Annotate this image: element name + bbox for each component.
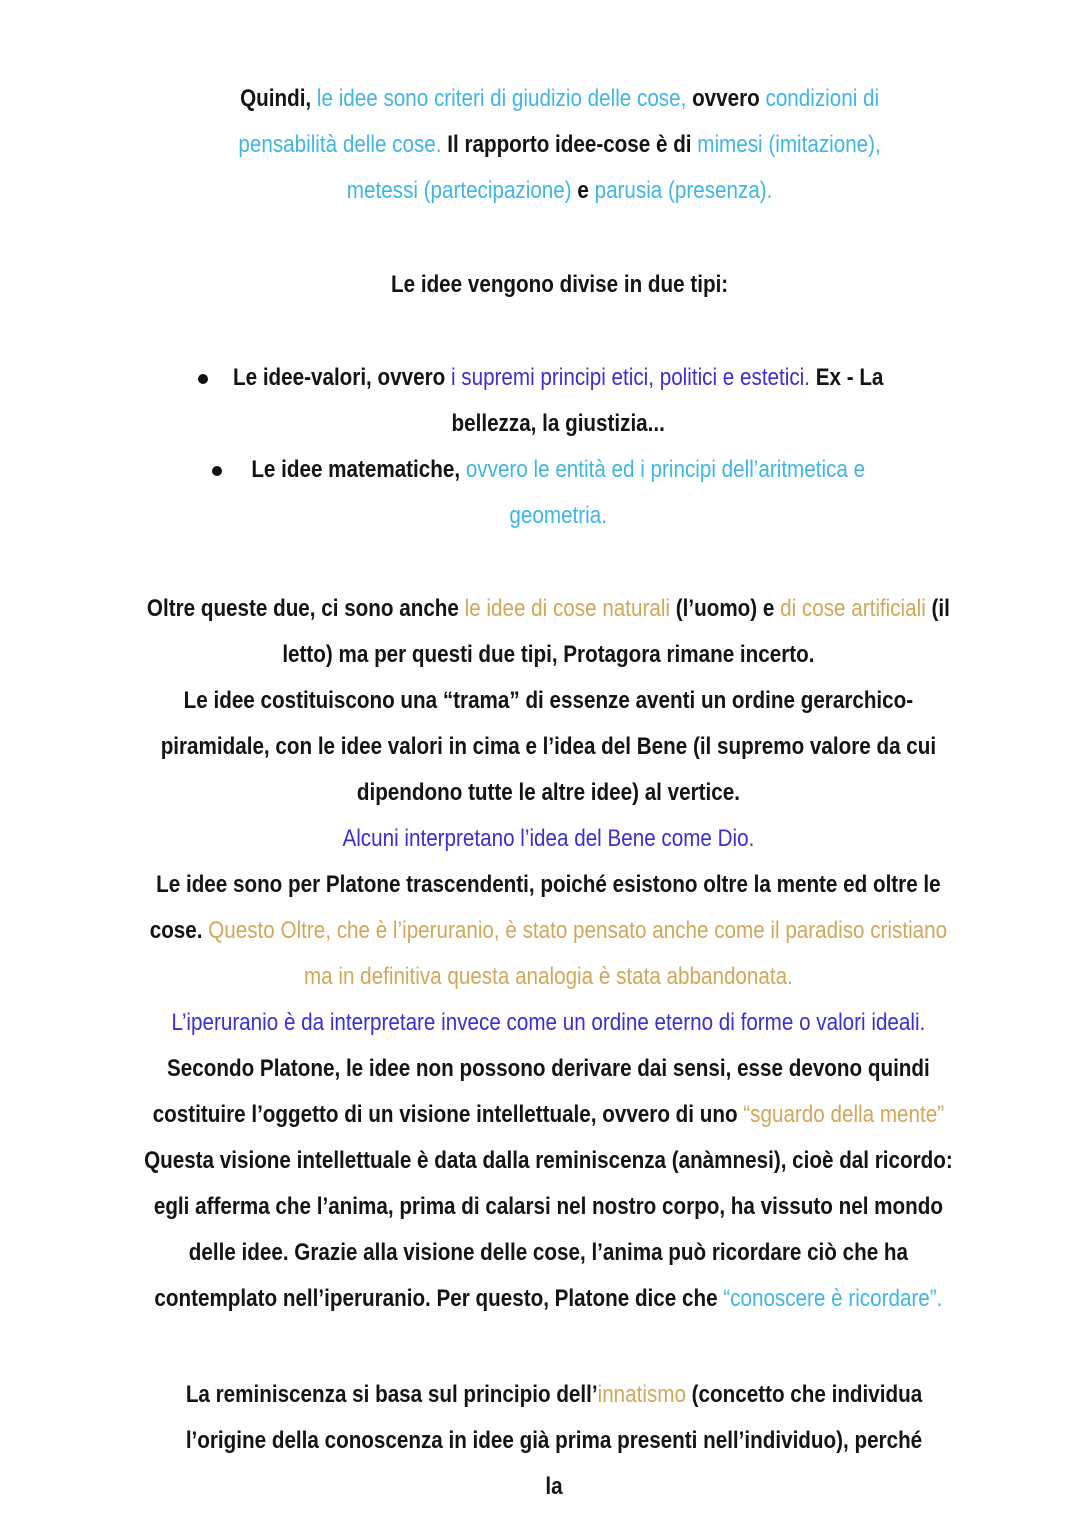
highlight-cyan: condizioni di pensabilità delle cose. <box>238 85 880 158</box>
highlight-cyan: le idee sono criteri di giudizio delle cose, <box>316 85 687 112</box>
highlight-gold: “sguardo della mente” <box>743 1101 945 1128</box>
text-span: Quindi, <box>240 85 317 112</box>
paragraph-two-types <box>0 262 1080 308</box>
highlight-cyan: mimesi (imitazione), <box>697 131 881 158</box>
text-span: Il rapporto idee-cose è di <box>441 131 698 158</box>
highlight-indigo: L’iperuranio è da interpretare invece come un ordine eterno di forme o valori ideali. <box>171 1009 926 1036</box>
text-span: (l’uomo) e <box>670 595 781 622</box>
paragraph-reminiscence <box>0 1372 1080 1510</box>
text-span: Questa visione intellettuale è data dalla reminiscenza (anàmnesi), cioè dal ricordo: egli afferma che l’anima, prima di calarsi nel nostro corpo, ha vissuto nel mondo delle idee. Grazie alla visione delle cose, l’anima può ricordare ciò che ha contemplato nell’iperuranio. Per questo, Platone dice che <box>144 1147 953 1312</box>
highlight-gold: innatismo <box>597 1381 686 1408</box>
text-span: (concetto che individua l’origine della conoscenza in idee già prima presenti nell’individuo), perché la <box>185 1381 923 1500</box>
list-item <box>0 355 1080 447</box>
paragraph-ideas-criteria <box>0 76 1080 214</box>
highlight-gold: di cose artificiali <box>780 595 926 622</box>
text-span: Secondo Platone, le idee non possono derivare dai sensi, esse devono quindi costituire l’oggetto di un visione intellettuale, ovvero di uno <box>152 1055 930 1128</box>
highlight-gold: Questo Oltre, che è l’iperuranio, è stato pensato anche come il paradiso cristiano ma in definitiva questa analogia è stata abbandonata. <box>208 917 948 990</box>
paragraph-main-body <box>0 586 1080 1322</box>
highlight-indigo: i supremi principi etici, politici e estetici. <box>450 364 810 391</box>
highlight-gold: le idee di cose naturali <box>464 595 671 622</box>
text-span: e <box>571 177 595 204</box>
highlight-cyan: metessi (partecipazione) <box>346 177 572 204</box>
text-span: Le idee matematiche, <box>251 456 466 483</box>
text-span: ovvero <box>686 85 766 112</box>
highlight-indigo: Alcuni interpretano l’idea del Bene come Dio. <box>342 825 755 852</box>
highlight-cyan: parusia (presenza). <box>594 177 773 204</box>
text-span: Le idee sono per Platone trascendenti, poiché esistono oltre la mente ed oltre le cose. <box>149 871 941 944</box>
highlight-cyan: ovvero le entità ed i principi dell’aritmetica e geometria. <box>465 456 866 529</box>
text-span: (il letto) ma per questi due tipi, Protagora rimane incerto. <box>282 595 950 668</box>
text-span: La reminiscenza si basa sul principio dell’ <box>185 1381 598 1408</box>
text-span: Le idee vengono divise in due tipi: <box>391 271 729 298</box>
text-span: Ex - La bellezza, la giustizia... <box>451 364 884 437</box>
text-span: Le idee costituiscono una “trama” di essenze aventi un ordine gerarchico-piramidale, con le idee valori in cima e l’idea del Bene (il supremo valore da cui dipendono tutte le altre idee) al vertice. <box>160 687 937 806</box>
highlight-cyan: “conoscere è ricordare”. <box>723 1285 943 1312</box>
text-span: Le idee-valori, ovvero <box>232 364 451 391</box>
list-item <box>0 447 1080 539</box>
text-span: Oltre queste due, ci sono anche <box>146 595 465 622</box>
